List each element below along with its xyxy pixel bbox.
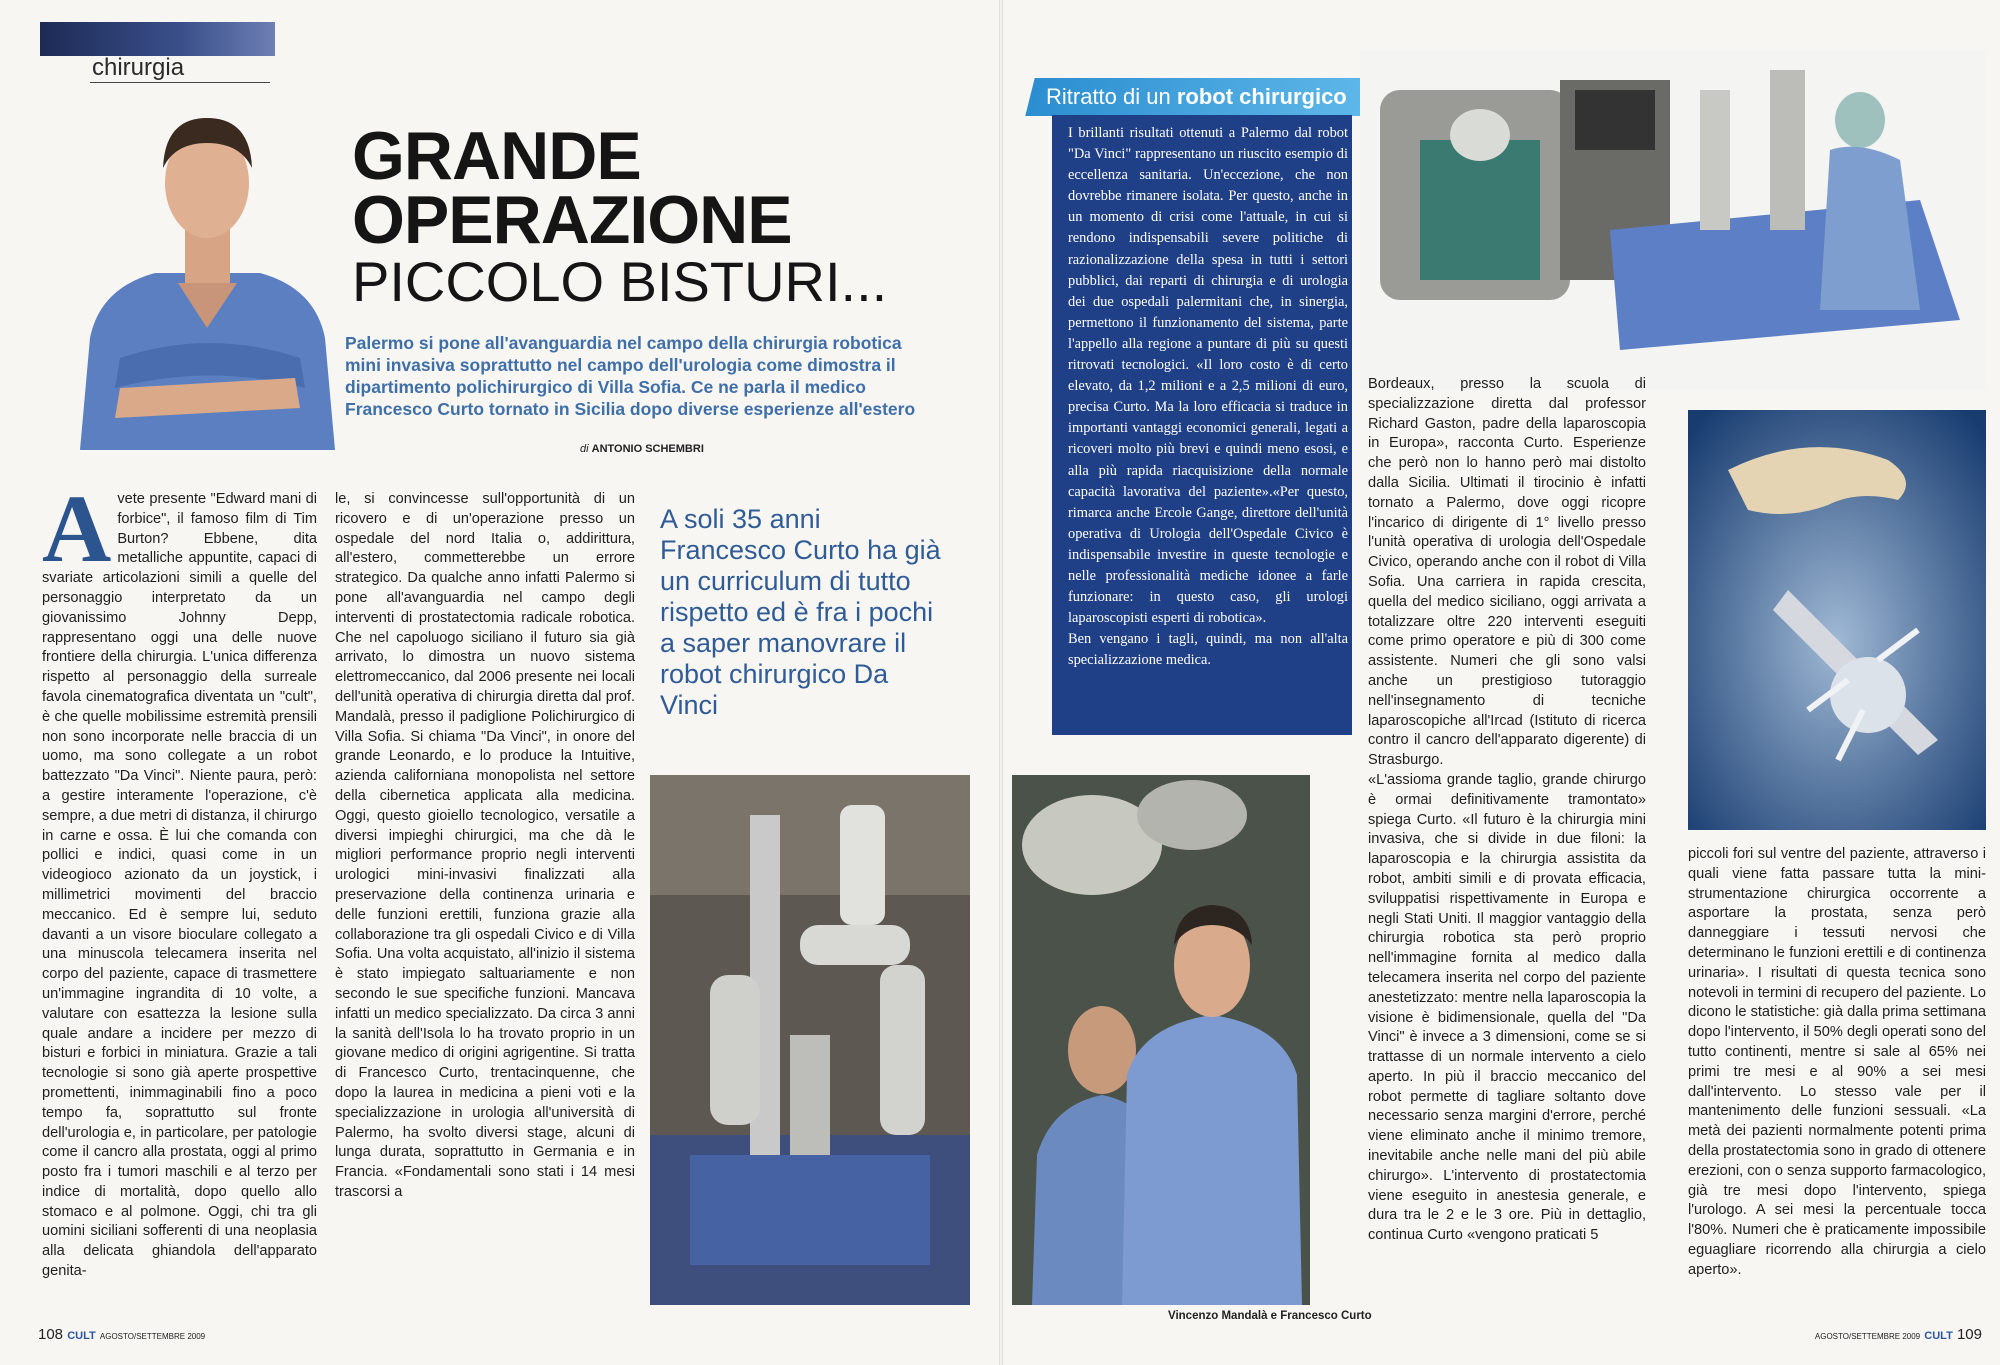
- byline-author: ANTONIO SCHEMBRI: [591, 443, 704, 455]
- photo-caption: Vincenzo Mandalà e Francesco Curto: [1168, 1310, 1372, 1322]
- section-bar: [40, 22, 275, 56]
- article-column-1: [42, 475, 317, 1282]
- article-column-2: [335, 490, 635, 1203]
- brand-left: CULT: [67, 1330, 96, 1342]
- byline-prefix: di: [580, 443, 589, 455]
- page-number-right: 109: [1956, 1326, 1982, 1343]
- sidebar-closing: Ben vengano i tagli, quindi, ma non all'alta specializzazione medica.: [1068, 631, 1348, 669]
- issue-date-right: AGOSTO/SETTEMBRE 2009: [1814, 1332, 1921, 1341]
- column-3-text-top: Bordeaux, presso la scuola di specializzazione diretta dal professor Richard Gaston, padre della laparoscopia in Europa», racconta Curto. Esperienze che però non lo hanno però mai distolto dalla Sicilia. Ultimati il tirocinio è infatti tornato a Palermo, dove oggi ricopre l'incarico di dirigente di 1° livello presso l'unità operativa di urologia dell'Ospedale Civico, operando anche con il robot di Villa Sofia. Una carriera in rapida crescita, quella del medico siciliano, oggi arrivata a totalizzare oltre 220 interventi eseguiti come primo operatore e più di 300 come assistente. Numeri che gli sono valsi anche un prestigioso tutoraggio nell'insegnamento di tecniche laparoscopiche all'Ircad (Istituto di ricerca contro il cancro dell'apparato digerente) di Strasburgo.: [1368, 376, 1646, 769]
- page-spine: [999, 0, 1003, 1365]
- headline-main: [352, 118, 792, 258]
- issue-date-left: AGOSTO/SETTEMBRE 2009: [99, 1332, 206, 1341]
- doctors-photo: [1012, 775, 1310, 1305]
- pull-quote: A soli 35 anni Francesco Curto ha già un curriculum di tutto rispetto ed è fra i pochi a saper manovrare il robot chirurgico Da Vinci: [660, 504, 941, 720]
- sidebar-title: [1046, 84, 1347, 110]
- article-column-3: [1368, 375, 1646, 1246]
- column-4-text: piccoli fori sul ventre del paziente, attraverso i quali viene fatta passare tutta la mini-strumentazione chirurgica occorrente a asportare la prostata, senza però danneggiare i tessuti nervosi che determinano le funzioni erettili e di continenza urinaria». I risultati di questa tecnica sono notevoli in termini di recupero del paziente. Lo dicono le statistiche: già dalla prima settimana dopo l'intervento, il 50% degli operati sono del tutto continenti, mentre si sale al 65% nei primi tre mesi e al 90% a sei mesi dall'intervento. Lo stesso vale per il mantenimento delle funzioni sessuali. «La metà dei pazienti normalmente potenti prima della prostatectomia sono in grado di ottenere erezioni, con o senza supporto farmacologico, già tre mesi dopo l'intervento, spiega l'urologo. A sei mesi la percentuale tocca l'80%. Numeri che è praticamente impossibile eguagliare ricorrendo alla chirurgia a cielo aperto».: [1688, 846, 1986, 1278]
- sidebar-text: [1068, 123, 1348, 671]
- byline: [580, 443, 704, 455]
- sidebar-body: I brillanti risultati ottenuti a Palermo dal robot "Da Vinci" rappresentano un riuscito esempio di eccellenza sanitaria. Un'eccezione, che non dovrebbe rimanere isolata. Per questo, anche in un momento di crisi come l'attuale, in cui si rendono indispensabili severe politiche di razionalizzazione della spesa in tutti i settori pubblici, dai reparti di chirurgia e di urologia dei due ospedali palermitani che, in sinergia, permettono il funzionamento del sistema, parte l'appello alla regione a puntare di più su questi ritrovati tecnologici. «Il loro costo è di certo elevato, da 1,2 milioni e a 2,5 milioni di euro, precisa Curto. Ma la loro efficacia si traduce in importanti vantaggi economici generali, legati a ricoveri molto più brevi e quindi meno esosi, e alla più rapida riacquisizione della normale capacità lavorativa del paziente».«Per questo, rimarca anche Ercole Gange, direttore dell'unità operativa di Urologia dell'Ospedale Civico è indispensabile investire in queste tecnologie e nelle professionalità mediche idonee a farle funzionare: in questo caso, gli urologi laparoscopisti esperti di robotica».: [1068, 125, 1348, 627]
- article-deck: Palermo si pone all'avanguardia nel campo della chirurgia robotica mini invasiva soprattutto nel campo dell'urologia come dimostra il dipartimento polichirurgico di Villa Sofia. Ce ne parla il medico Francesco Curto tornato in Sicilia dopo diverse esperienze all'estero: [345, 333, 916, 419]
- headline-line-1: GRANDE: [352, 118, 641, 194]
- drop-cap: A: [42, 475, 112, 582]
- headline-line-2: OPERAZIONE: [352, 182, 792, 258]
- operating-room-photo: [1360, 50, 1985, 390]
- sidebar-title-bold: robot chirurgico: [1176, 84, 1347, 109]
- brand-right: CULT: [1924, 1330, 1953, 1342]
- instrument-photo: [1688, 410, 1986, 830]
- section-label: chirurgia: [92, 54, 185, 81]
- column-3-text-bottom: «L'assioma grande taglio, grande chirurgo è ormai definitivamente tramontato» spiega Curto. «Il futuro è la chirurgia mini invasiva, che si divide in due filoni: la laparoscopia e la chirurgia assistita da robot, ambiti simili e di provata efficacia, sviluppatisi rispettivamente in Europa e negli Stati Uniti. Il maggior vantaggio della chirurgia robotica sta però proprio nell'immagine fornita al medico dalla telecamera inserita nel corpo del paziente anestetizzato: mentre nella laparoscopia la visione è bidimensionale, quella del "Da Vinci" è invece a 3 dimensioni, come se si trattasse di un normale intervento a cielo aperto. In più il braccio meccanico del robot permette di tagliare soltanto dove necessario senza margini d'errore, perché viene eliminato anche il minimo tremore, inevitabile anche nelle mani del più abile chirurgo». L'intervento di prostatectomia viene eseguito in anestesia generale, e dura tra le 2 e le 3 ore. Più in dettaglio, continua Curto «vengono praticati 5: [1368, 771, 1646, 1244]
- column-2-text: le, si convincesse sull'opportunità di un ricovero e di un'operazione presso un ospedale del nord Italia o, addirittura, all'estero, commetterebbe un errore strategico. Da qualche anno infatti Palermo si pone all'avanguardia nel campo degli interventi di prostatectomia radicale robotica. Che nel capoluogo siciliano il futuro sia già arrivato, lo dimostra un nuovo sistema elettromeccanico, dal 2006 presente nei locali dell'unità operativa di chirurgia diretta dal prof. Mandalà, presso il padiglione Polichirurgico di Villa Sofia. Si chiama "Da Vinci", in onore del grande Leonardo, e lo produce la Intuitive, azienda californiana monopolista nel settore della cibernetica applicata alla medicina. Oggi, questo gioiello tecnologico, versatile a diversi impieghi chirurgici, ma che dà le migliori performance proprio negli interventi urologici mini-invasivi finalizzati alla preservazione della continenza urinaria e delle funzioni erettili, funziona grazie alla collaborazione tra gli ospedali Civico e di Villa Sofia. Una volta acquistato, all'inizio il sistema è stato impiegato saltuariamente e non secondo le sue specifiche funzioni. Mancava infatti un medico specializzato. Da circa 3 anni la sanità dell'Isola lo ha trovato proprio in un giovane medico di origini agrigentine. Si tratta di Francesco Curto, trentacinquenne, che dopo la laurea in medicina a pieni voti e la specializzazione in urologia all'università di Palermo, ha svolto diversi stage, alcuni di lunga durata, soprattutto in Germania e in Francia. «Fondamentali sono stati i 14 mesi trascorsi a: [335, 491, 635, 1200]
- sidebar-title-light: Ritratto di un: [1046, 84, 1171, 109]
- section-rule: [90, 82, 270, 83]
- robot-photo: [650, 775, 970, 1305]
- page-number-left: 108: [38, 1326, 64, 1343]
- doctor-portrait: [60, 88, 355, 450]
- column-1-text: vete presente "Edward mani di forbice", il famoso film di Tim Burton? Ebbene, dita metalliche appuntite, capaci di svariate articolazioni simili a quelle del personaggio interpretato da un giovanissimo Johnny Depp, rappresentano oggi una delle nuove frontiere della chirurgia. L'unica differenza rispetto al personaggio della surreale favola cinematografica diventata un "cult", è che quelle mobilissime estremità prensili non sono incorporate nelle braccia di un uomo, ma sono collegate a un robot battezzato "Da Vinci". Niente paura, però: a gestire interamente l'operazione, c'è sempre, a due metri di distanza, il chirurgo in carne e ossa. È lui che comanda con pollici e indici, quasi come in un videogioco azionato da un joystick, i millimetrici movimenti del braccio meccanico. Ed è sempre lui, seduto davanti a un visore bioculare collegato a una minuscola telecamera inserita nel corpo del paziente, capace di trasmettere un'immagine ingrandita di 10 volte, a valutare con esattezza la lesione sulla quale andare a incidere per mezzo di bisturi e forbici in miniatura. Grazie a tali tecnologie si sono già aperte prospettive promettenti, inimmaginabili fino a poco tempo fa, soprattutto sul fronte dell'urologia e, in particolare, per patologie come il cancro alla prostata, oggi al primo posto fra i tumori maschili e al terzo per indice di mortalità, dopo quello allo stomaco e al polmone. Oggi, chi tra gli uomini siciliani sofferenti di una neoplasia alla delicata ghiandola dell'apparato genita-: [42, 491, 317, 1280]
- folio-left: [38, 1326, 205, 1343]
- headline-sub: PICCOLO BISTURI...: [352, 250, 888, 313]
- folio-right: [1815, 1326, 1982, 1343]
- article-column-4: [1688, 845, 1986, 1281]
